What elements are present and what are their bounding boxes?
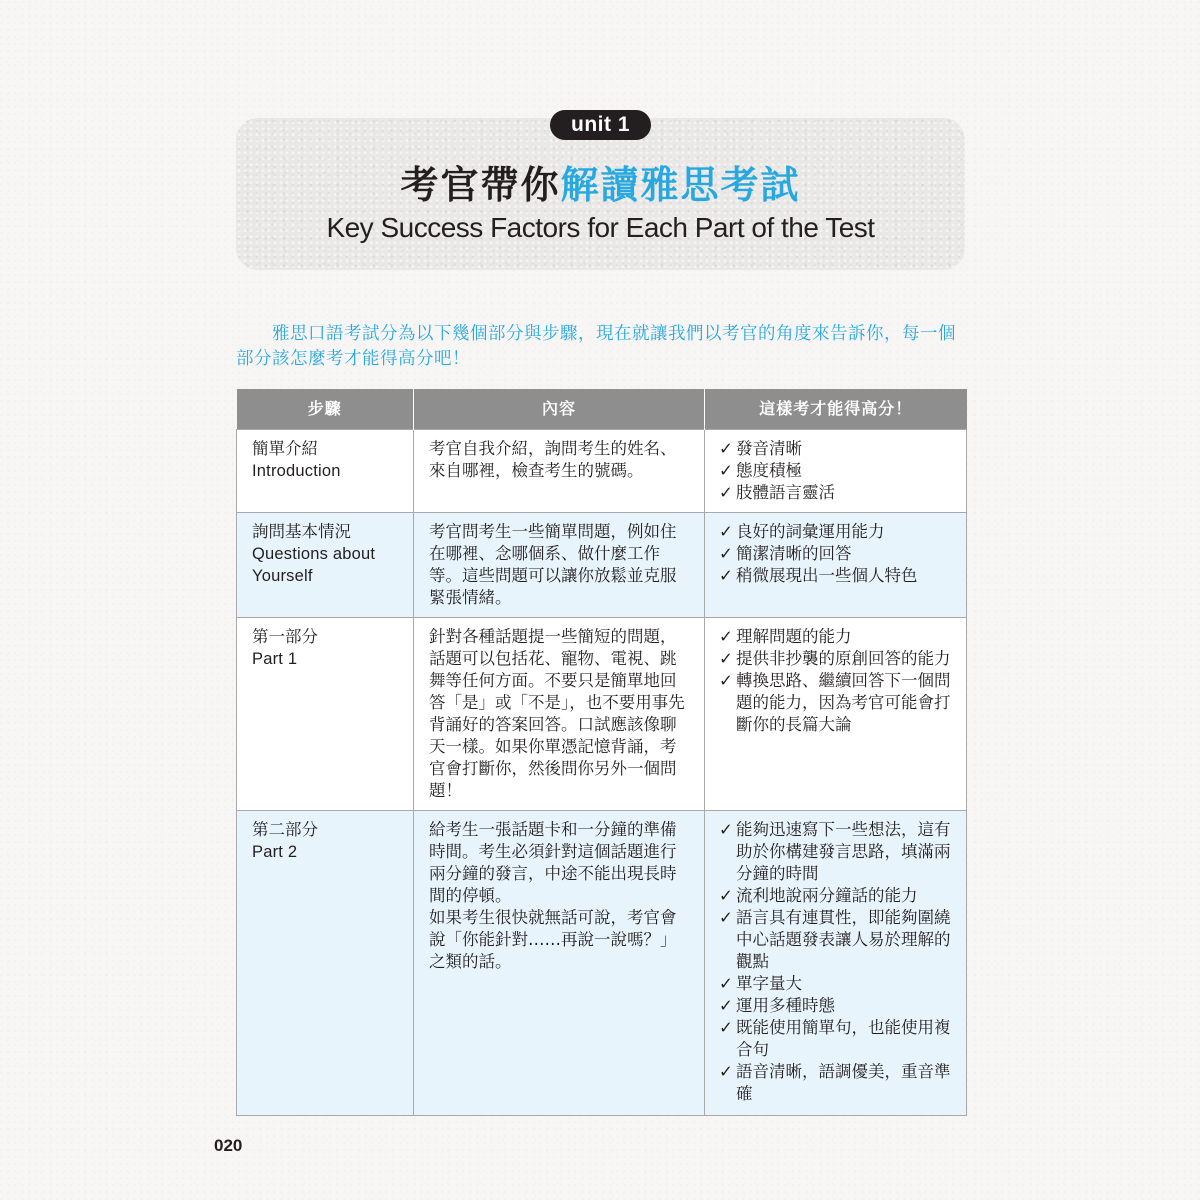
content-paragraph: 如果考生很快就無話可說，考官會說「你能針對……再說一說嗎？」之類的話。 (429, 907, 677, 971)
content-cell (414, 429, 705, 512)
unit-badge: unit 1 (550, 110, 651, 140)
tip-text: 態度積極 (736, 460, 802, 480)
tip-item (719, 973, 952, 995)
tip-text: 語音清晰，語調優美，重音準確 (736, 1061, 951, 1103)
step-name-zh: 詢問基本情況 (252, 521, 351, 541)
table-row (237, 617, 967, 810)
table-header-row (237, 389, 967, 429)
content-paragraph: 考官自我介紹，詢問考生的姓名、來自哪裡，檢查考生的號碼。 (429, 438, 677, 480)
tip-text: 簡潔清晰的回答 (736, 543, 852, 563)
check-icon: ✓ (719, 1061, 733, 1081)
tip-item (719, 1017, 952, 1061)
tip-item (719, 521, 952, 543)
table-row (237, 429, 967, 512)
intro-paragraph: 雅思口語考試分為以下幾個部分與步驟，現在就讓我們以考官的角度來告訴你，每一個部分該怎麼考才能得高分吧！ (236, 324, 956, 369)
tip-item (719, 907, 952, 973)
step-name-en: Questions about Yourself (252, 544, 376, 585)
content-paragraph: 針對各種話題提一些簡短的問題，話題可以包括花、寵物、電視、跳舞等任何方面。不要只是簡單地回答「是」或「不是」，也不要用事先背誦好的答案回答。口試應該像聊天一樣。如果你單憑記憶背誦，考官會打斷你，然後問你另外一個問題！ (429, 626, 685, 800)
check-icon: ✓ (719, 626, 733, 646)
tip-text: 流利地說兩分鐘話的能力 (736, 885, 918, 905)
tip-text: 既能使用簡單句，也能使用複合句 (736, 1017, 951, 1059)
page-subtitle: Key Success Factors for Each Part of the Test (326, 212, 875, 243)
tip-item (719, 885, 952, 907)
tip-text: 轉換思路、繼續回答下一個問題的能力，因為考官可能會打斷你的長篇大論 (736, 670, 951, 734)
tips-cell (705, 512, 967, 617)
check-icon: ✓ (719, 907, 733, 927)
header-tips: 這樣考才能得高分！ (705, 389, 967, 429)
tip-item (719, 438, 952, 460)
step-name-en: Introduction (252, 461, 341, 480)
title-accent: 解讀雅思考試 (560, 163, 801, 207)
tip-item (719, 1061, 952, 1105)
tip-item (719, 670, 952, 736)
check-icon: ✓ (719, 565, 733, 585)
tips-cell (705, 810, 967, 1115)
check-icon: ✓ (719, 438, 733, 458)
check-icon: ✓ (719, 482, 733, 502)
tip-text: 運用多種時態 (736, 995, 835, 1015)
step-name-zh: 第一部分 (252, 626, 318, 646)
tips-cell (705, 617, 967, 810)
tip-text: 發音清晰 (736, 438, 802, 458)
content-paragraph: 給考生一張話題卡和一分鐘的準備時間。考生必須針對這個話題進行兩分鐘的發言，中途不能出現長時間的停頓。 (429, 819, 677, 905)
content-cell (414, 512, 705, 617)
tips-list (719, 521, 952, 587)
header-content: 內容 (414, 389, 705, 429)
step-cell (237, 617, 414, 810)
step-cell (237, 512, 414, 617)
step-cell (237, 810, 414, 1115)
page-title (236, 160, 965, 210)
check-icon: ✓ (719, 543, 733, 563)
check-icon: ✓ (719, 460, 733, 480)
tips-list (719, 438, 952, 504)
tip-item (719, 995, 952, 1017)
tip-text: 提供非抄襲的原創回答的能力 (736, 648, 951, 668)
tips-list (719, 626, 952, 736)
tip-item (719, 648, 952, 670)
tip-item (719, 626, 952, 648)
content-paragraph: 考官問考生一些簡單問題，例如住在哪裡、念哪個系、做什麼工作等。這些問題可以讓你放鬆並克服緊張情緒。 (429, 521, 677, 607)
table-row (237, 512, 967, 617)
check-icon: ✓ (719, 973, 733, 993)
tip-text: 稍微展現出一些個人特色 (736, 565, 918, 585)
tip-text: 語言具有連貫性，即能夠圍繞中心話題發表讓人易於理解的觀點 (736, 907, 951, 971)
step-name-en: Part 2 (252, 842, 298, 861)
page-number: 020 (214, 1136, 243, 1155)
step-name-en: Part 1 (252, 649, 298, 668)
tip-text: 能夠迅速寫下一些想法，這有助於你構建發言思路，填滿兩分鐘的時間 (736, 819, 951, 883)
tips-list (719, 819, 952, 1105)
step-cell (237, 429, 414, 512)
tip-item (719, 482, 952, 504)
title-prefix: 考官帶你 (400, 163, 561, 207)
tips-cell (705, 429, 967, 512)
check-icon: ✓ (719, 995, 733, 1015)
tip-text: 單字量大 (736, 973, 802, 993)
check-icon: ✓ (719, 648, 733, 668)
tip-item (719, 565, 952, 587)
exam-steps-table (236, 389, 967, 1116)
tip-item (719, 819, 952, 885)
step-name-zh: 簡單介紹 (252, 438, 318, 458)
content-cell (414, 617, 705, 810)
tip-text: 理解問題的能力 (736, 626, 852, 646)
check-icon: ✓ (719, 1017, 733, 1037)
tip-text: 良好的詞彙運用能力 (736, 521, 885, 541)
check-icon: ✓ (719, 670, 733, 690)
check-icon: ✓ (719, 521, 733, 541)
tip-text: 肢體語言靈活 (736, 482, 835, 502)
step-name-zh: 第二部分 (252, 819, 318, 839)
check-icon: ✓ (719, 885, 733, 905)
tip-item (719, 543, 952, 565)
tip-item (719, 460, 952, 482)
table-row (237, 810, 967, 1115)
header-step: 步驟 (237, 389, 414, 429)
check-icon: ✓ (719, 819, 733, 839)
content-cell (414, 810, 705, 1115)
